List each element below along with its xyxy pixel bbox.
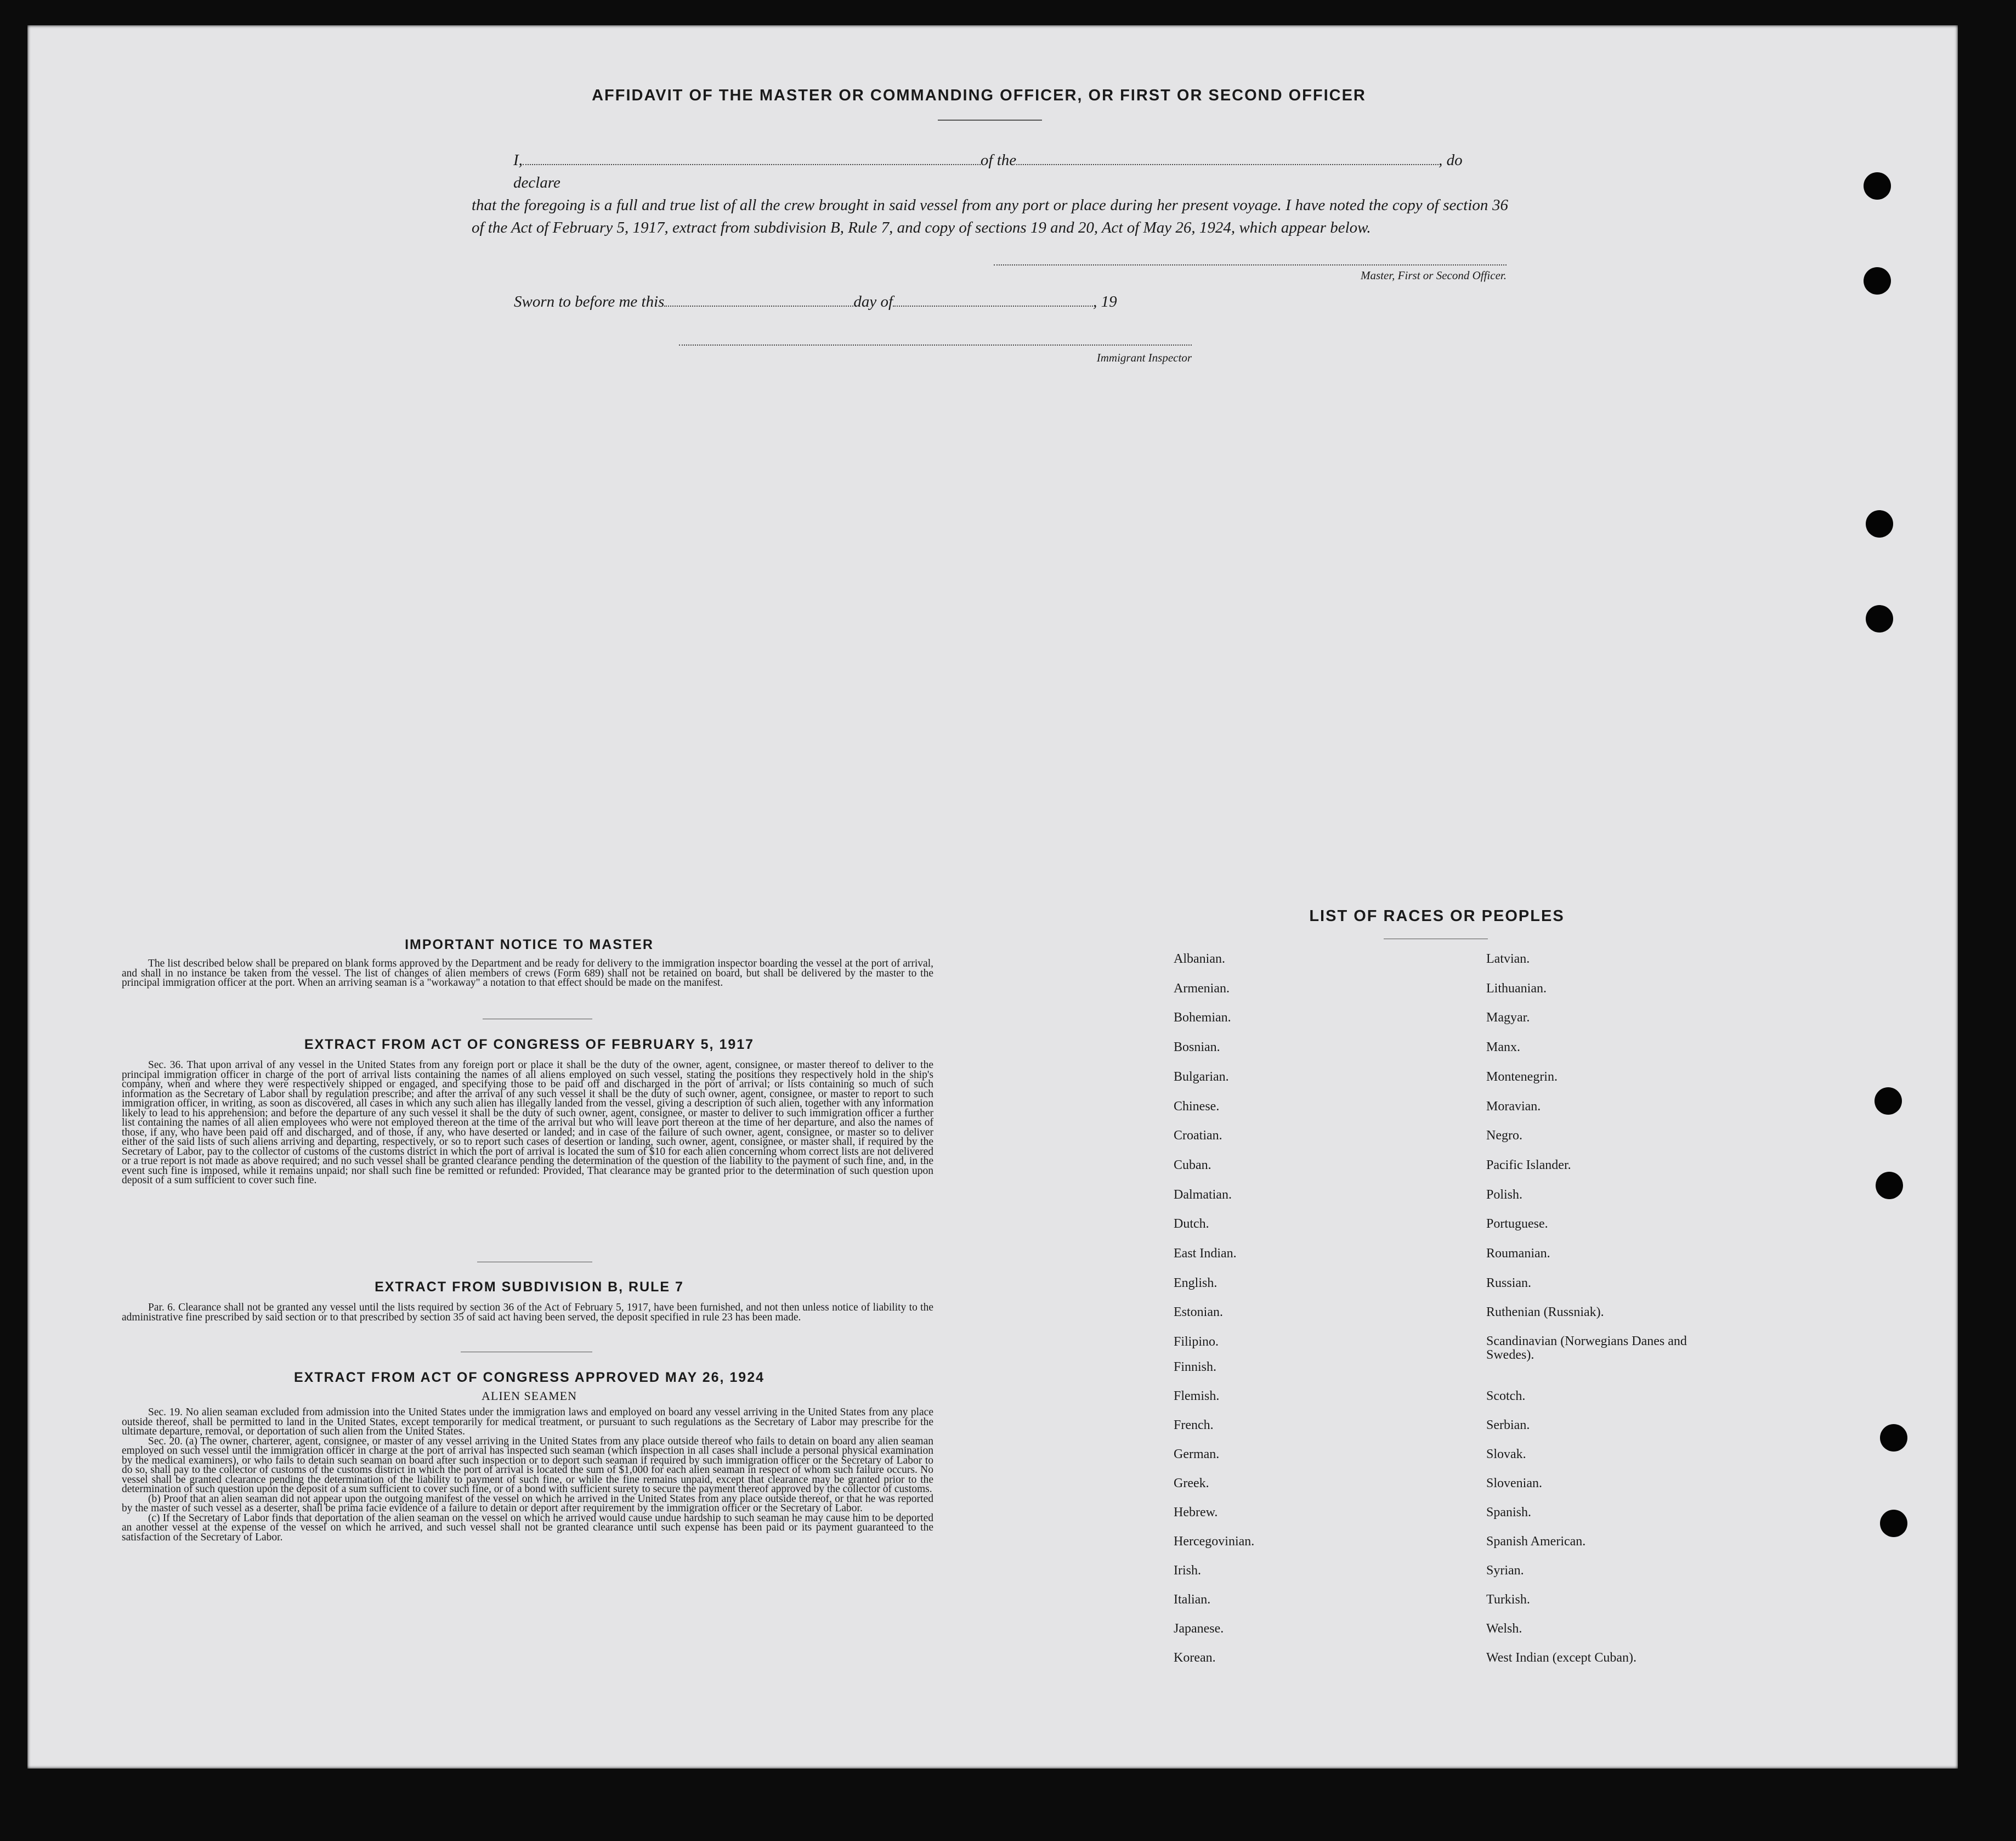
race-item: Russian.	[1486, 1276, 1532, 1290]
binder-hole	[1864, 267, 1891, 295]
race-item: Irish.	[1174, 1563, 1201, 1578]
affidavit-body	[472, 149, 1508, 239]
binder-hole	[1875, 1087, 1902, 1115]
sworn-month-field[interactable]	[893, 293, 1093, 307]
race-item: Magyar.	[1486, 1010, 1530, 1025]
of-the-label: of the	[980, 151, 1017, 169]
race-item: Scotch.	[1486, 1389, 1526, 1403]
race-item: Spanish American.	[1486, 1534, 1586, 1549]
race-item: Dalmatian.	[1174, 1188, 1232, 1202]
race-item: Hercegovinian.	[1174, 1534, 1255, 1549]
race-item: Albanian.	[1174, 952, 1225, 966]
race-item: Armenian.	[1174, 981, 1230, 996]
races-title: LIST OF RACES OR PEOPLES	[1309, 907, 1565, 925]
race-item: Slovak.	[1486, 1447, 1526, 1461]
race-item: Slovenian.	[1486, 1476, 1542, 1490]
extract-rule7-text	[122, 1303, 933, 1322]
race-item: German.	[1174, 1447, 1220, 1461]
race-item: Latvian.	[1486, 952, 1530, 966]
extract-rule7-title: EXTRACT FROM SUBDIVISION B, RULE 7	[375, 1279, 684, 1295]
race-item: Lithuanian.	[1486, 981, 1547, 996]
inspector-caption: Immigrant Inspector	[1096, 351, 1192, 364]
race-item: Cuban.	[1174, 1158, 1211, 1172]
day-of-label: day of	[853, 293, 893, 310]
race-item: Bosnian.	[1174, 1040, 1220, 1054]
notice-paragraph: The list described below shall be prepared on blank forms approved by the Department and be ready for delivery to the immigration inspector boarding the vessel at the port of arrival, and shall in no instance be taken from the vessel. The list of changes of alien members of crews (Form 689) shall not be retained on board, but shall be delivered by the master to the principal immigration officer at the port. When an arriving seaman is a "workaway" a notation to that effect should be made on the manifest.	[122, 958, 933, 989]
affidavit-declaration-text: that the foregoing is a full and true list of all the crew brought in said vessel from any port or place during her present voyage. I have noted the copy of section 36 of the Act of February 5, 1917, extract from subdivision B, Rule 7, and copy of sections 19 and 20, Act of May 26, 1924, which appear below.	[472, 196, 1508, 236]
race-item: Ruthenian (Russniak).	[1486, 1305, 1604, 1319]
extract-rule7-paragraph: Par. 6. Clearance shall not be granted any vessel until the lists required by section 36 of the Act of February 5, 1917, have been furnished, and not then unless notice of liability to the administrative fine prescribed by said section or to that prescribed by section 35 of said act having been served, the deposit specified in rule 23 has been made.	[122, 1302, 933, 1323]
master-signature-line[interactable]	[994, 264, 1507, 266]
race-item: Bohemian.	[1174, 1010, 1231, 1025]
race-item: Serbian.	[1486, 1418, 1530, 1432]
divider	[938, 120, 1042, 121]
extract-1924-paragraph: (b) Proof that an alien seaman did not appear upon the outgoing manifest of the vessel on which he arrived in the United States from any place outside thereof, or that he was reported by the master of such vessel as a deserter, shall be prima facie evidence of a failure to detain or deport after requirement by the immigration officer or the Secretary of Labor.	[122, 1493, 933, 1514]
extract-1917-text	[122, 1060, 933, 1185]
race-item: Korean.	[1174, 1651, 1216, 1665]
binder-hole	[1866, 605, 1893, 633]
extract-1924-text	[122, 1408, 933, 1542]
race-item: Croatian.	[1174, 1128, 1222, 1143]
race-item: Manx.	[1486, 1040, 1520, 1054]
race-item: Turkish.	[1486, 1592, 1530, 1607]
race-item: Moravian.	[1486, 1099, 1541, 1114]
race-item: Scandinavian (Norwegians Danes and Swedes).	[1486, 1334, 1687, 1362]
notice-title: IMPORTANT NOTICE TO MASTER	[405, 937, 654, 952]
extract-1924-paragraph: Sec. 19. No alien seaman excluded from admission into the United States under the immigration laws and employed on board any vessel arriving in the United States from any place outside thereof, shall be permitted to land in the United States, except temporarily for medical treatment, or pursuant to such regulations as the Secretary of Labor may prescribe for the ultimate departure, removal, or deportation of such alien from the United States.	[122, 1407, 933, 1437]
race-item: Dutch.	[1174, 1217, 1209, 1231]
race-item: Filipino.	[1174, 1335, 1219, 1349]
sworn-day-field[interactable]	[664, 293, 853, 307]
binder-hole	[1864, 172, 1891, 200]
race-item: East Indian.	[1174, 1246, 1237, 1261]
race-item: Roumanian.	[1486, 1246, 1550, 1261]
extract-1924-paragraph: Sec. 20. (a) The owner, charterer, agent, consignee, or master of any vessel arriving in the United States from any place outside thereof who fails to detain on board any alien seaman employed on such vessel until the immigration officer in charge at the port of arrival has inspected such seaman (which inspection in all cases shall include a personal physical examination by the medical examiners), or who fails to detain such seaman on board after such inspection or to deport such seaman if required by such immigration officer or the Secretary of Labor to do so, shall pay to the collector of customs of the customs district in which the port of arrival is located the sum of $1,000 for each alien seaman in respect of whom such failure occurs. No vessel shall be granted clearance pending the determination of the liability to payment of such fine, or while the fine remains unpaid, except that clearance may be granted prior to the determination of such question upon the deposit of a sum sufficient to cover such fine, or of a bond with sufficient surety to secure the payment thereof approved by the collector of customs.	[122, 1435, 933, 1495]
race-item: French.	[1174, 1418, 1214, 1432]
year-label: , 19	[1093, 293, 1117, 310]
race-item: Pacific Islander.	[1486, 1158, 1571, 1172]
extract-1917-paragraph: Sec. 36. That upon arrival of any vessel in the United States from any foreign port or place it shall be the duty of the owner, agent, consignee, or master thereof to deliver to the principal immigration officer in charge of the port of arrival lists containing the names of all aliens employed on such vessel, stating the positions they respectively hold in the ship's company, when and where they were respectively shipped or engaged, and specifying those to be paid off and discharged in the port of arrival; or lists containing so much of such information as the Secretary of Labor shall by regulation prescribe; and after the arrival of any such vessel it shall be the duty of such owner, agent, consignee, or master to report to such immigration officer, in writing, as soon as discovered, all cases in which any such alien has illegally landed from the vessel, giving a description of such alien, together with any information likely to lead to his apprehension; and before the departure of any such vessel it shall be the duty of such owner, agent, consignee, or master to deliver to such immigration officer a further list containing the names of all alien employees who were not employed thereon at the time of the arrival but who will leave port thereon at the time of her departure, and also the names of those, if any, who have been paid off and discharged, and of those, if any, who have deserted or landed; and in case of the failure of such owner, agent, consignee, or master so to deliver either of the said lists of such aliens arriving and departing, respectively, or so to report such cases of desertion or landing, such owner, agent, consignee, or master shall, if required by the Secretary of Labor, pay to the collector of customs of the customs district in which the port of arrival is located the sum of $10 for each alien concerning whom correct lists are not delivered or a true report is not made as above required; and no such vessel shall be granted clearance pending the determination of the question of the liability to the payment of such fine, and, in the event such fine is imposed, while it remains unpaid; nor shall such fine be remitted or refunded: Provided, That clearance may be granted prior to the determination of such question upon deposit of a sum sufficient to cover such fine.	[122, 1059, 933, 1186]
affidavit-title: AFFIDAVIT OF THE MASTER OR COMMANDING OFFICER, OR FIRST OR SECOND OFFICER	[592, 87, 1366, 104]
extract-1924-subtitle: ALIEN SEAMEN	[482, 1389, 577, 1403]
do-declare-label: , do declare	[513, 151, 1463, 191]
inspector-signature-line[interactable]	[679, 345, 1192, 346]
race-item: West Indian (except Cuban).	[1486, 1651, 1636, 1665]
race-item: Bulgarian.	[1174, 1070, 1229, 1084]
race-item: Negro.	[1486, 1128, 1522, 1143]
sworn-label: Sworn to before me this	[514, 293, 665, 310]
race-item: Welsh.	[1486, 1622, 1522, 1636]
master-signature-caption: Master, First or Second Officer.	[1361, 269, 1507, 282]
extract-1917-title: EXTRACT FROM ACT OF CONGRESS OF FEBRUARY 5, 1917	[304, 1037, 755, 1052]
race-item: Hebrew.	[1174, 1505, 1218, 1520]
race-item: Chinese.	[1174, 1099, 1220, 1114]
race-item: English.	[1174, 1276, 1217, 1290]
race-item: Flemish.	[1174, 1389, 1220, 1403]
sworn-line	[514, 293, 1172, 311]
binder-hole	[1880, 1510, 1907, 1537]
binder-hole	[1876, 1172, 1903, 1199]
race-item: Syrian.	[1486, 1563, 1524, 1578]
race-item: Estonian.	[1174, 1305, 1223, 1319]
race-item: Spanish.	[1486, 1505, 1532, 1520]
binder-hole	[1880, 1424, 1907, 1452]
i-label: I,	[513, 151, 523, 169]
race-item: Italian.	[1174, 1592, 1211, 1607]
race-item: Greek.	[1174, 1476, 1209, 1490]
race-item: Montenegrin.	[1486, 1070, 1558, 1084]
extract-1924-title: EXTRACT FROM ACT OF CONGRESS APPROVED MAY 26, 1924	[293, 1370, 765, 1385]
name-field[interactable]	[523, 152, 981, 165]
race-item: Portuguese.	[1486, 1217, 1548, 1231]
notice-text	[122, 959, 933, 988]
binder-hole	[1866, 510, 1893, 538]
race-item: Japanese.	[1174, 1622, 1224, 1636]
vessel-field[interactable]	[1016, 152, 1439, 165]
race-item: Polish.	[1486, 1188, 1523, 1202]
race-item: Finnish.	[1174, 1360, 1217, 1374]
extract-1924-paragraph: (c) If the Secretary of Labor finds that deportation of the alien seaman on the vessel on which he arrived would cause undue hardship to such seaman he may cause him to be deported an another vessel at the expense of the vessel on which he arrived, and such vessel shall not be granted clearance until such expense has been paid or its payment guaranteed to the satisfaction of the Secretary of Labor.	[122, 1512, 933, 1543]
